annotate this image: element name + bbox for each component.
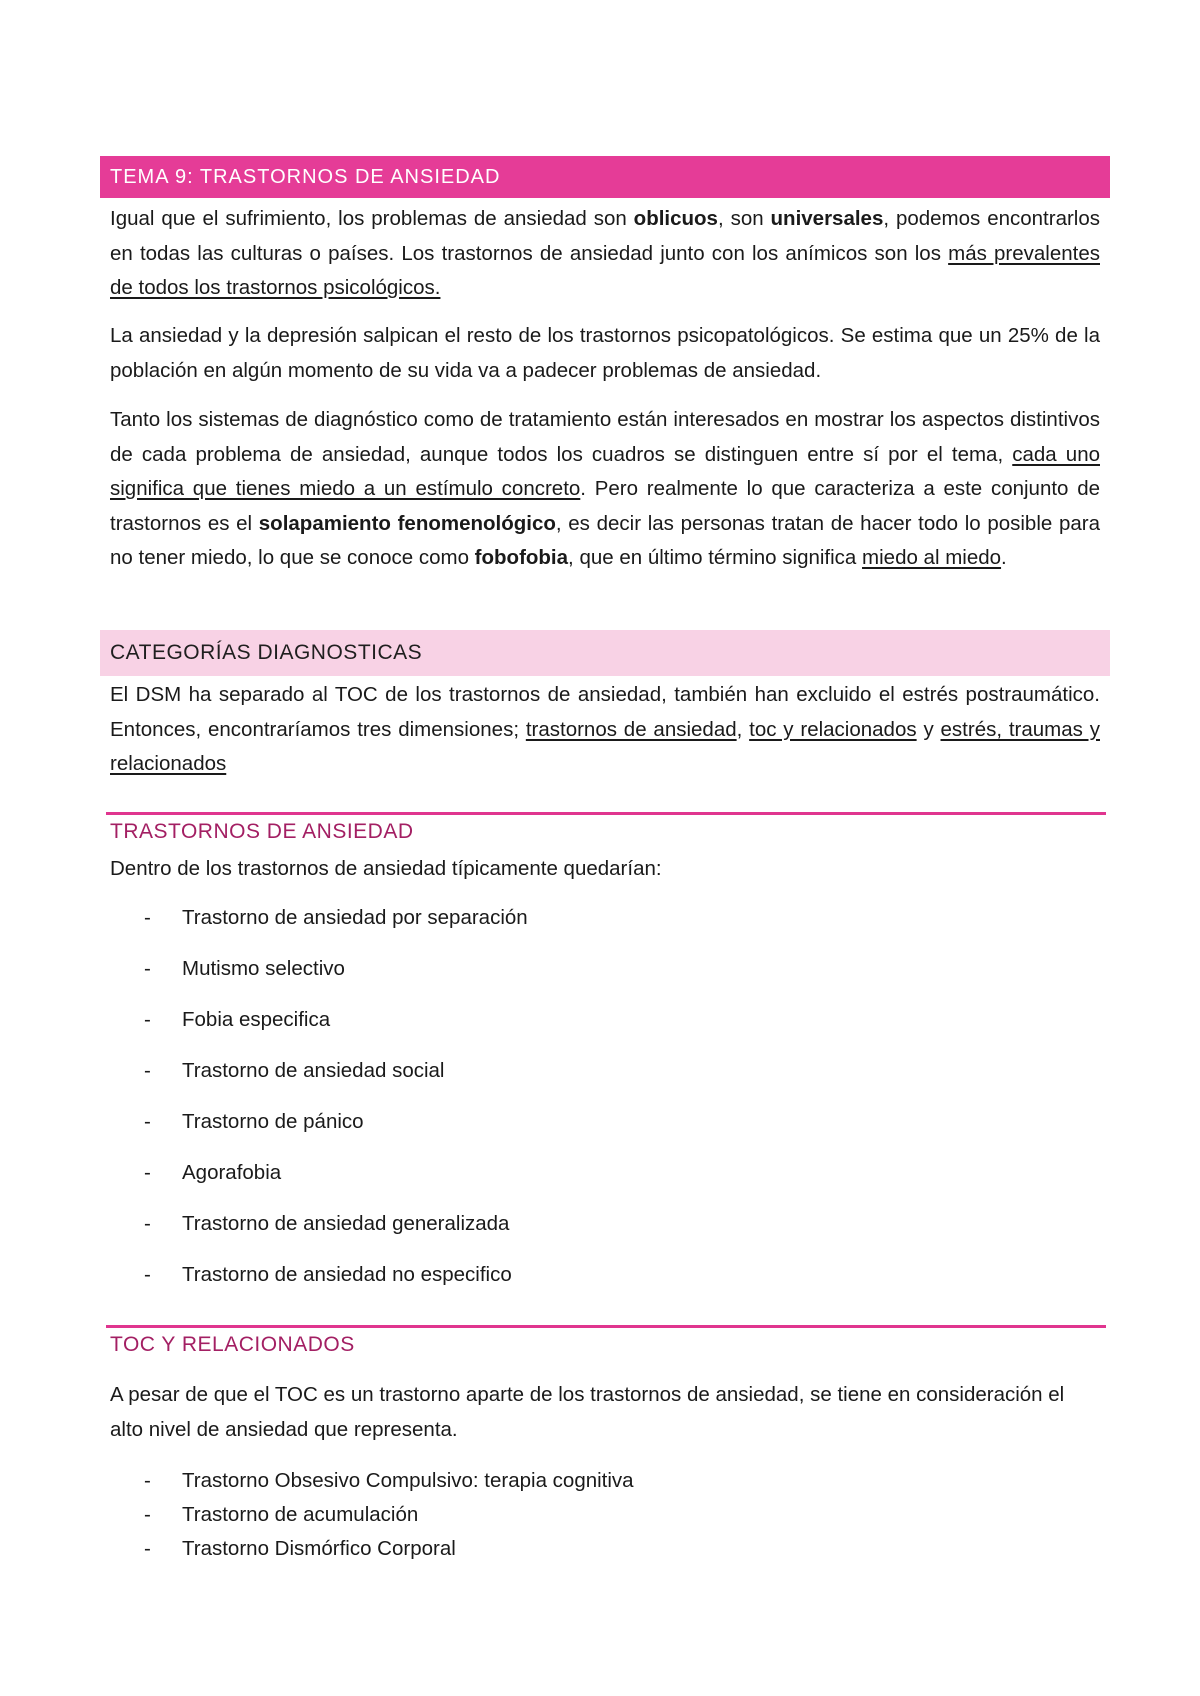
list-item: - Trastorno de ansiedad por separación: [144, 906, 528, 929]
ansiedad-heading: TRASTORNOS DE ANSIEDAD: [110, 820, 414, 843]
intro-paragraph-1: Igual que el sufrimiento, los problemas de ansiedad son oblicuos, son universales, podemos encontrarlos en todas las culturas o países. Los trastornos de ansiedad junto con los anímicos son los más prevalentes de todos los trastornos psicológicos.: [110, 207, 1101, 299]
list-item: - Trastorno de acumulación: [144, 1503, 419, 1526]
list-item: - Trastorno de ansiedad social: [144, 1059, 445, 1082]
intro-paragraph-3: Tanto los sistemas de diagnóstico como de tratamiento están interesados en mostrar los aspectos distintivos de cada problema de ansiedad, aunque todos los cuadros se distinguen entre sí por el tema, cada uno significa que tienes miedo a un estímulo concreto. Pero realmente lo que caracteriza a este conjunto de trastornos es el solapamiento fenomenológico, es decir las personas tratan de hacer todo lo posible para no tener miedo, lo que se conoce como fobofobia, que en último término significa miedo al miedo.: [110, 408, 1100, 569]
main-heading: TEMA 9: TRASTORNOS DE ANSIEDAD: [100, 156, 1110, 198]
categorias-paragraph: El DSM ha separado al TOC de los trastornos de ansiedad, también han excluido el estrés postraumático. Entonces, encontraríamos tres dimensiones; trastornos de ansiedad, toc y relacionados y estrés, traumas y relacionados: [110, 683, 1100, 775]
ansiedad-intro: Dentro de los trastornos de ansiedad típicamente quedarían:: [110, 857, 662, 880]
categorias-heading: CATEGORÍAS DIAGNOSTICAS: [100, 630, 1110, 676]
list-item: - Trastorno de ansiedad generalizada: [144, 1212, 510, 1235]
ansiedad-list: [110, 906, 528, 1314]
list-item: - Agorafobia: [144, 1161, 282, 1184]
list-item: - Trastorno Obsesivo Compulsivo: terapia cognitiva: [144, 1469, 634, 1492]
toc-heading: TOC Y RELACIONADOS: [110, 1333, 355, 1356]
list-item: - Trastorno Dismórfico Corporal: [144, 1537, 456, 1560]
list-item: - Trastorno de ansiedad no especifico: [144, 1263, 512, 1286]
section-divider: [106, 1325, 1106, 1328]
toc-intro: A pesar de que el TOC es un trastorno aparte de los trastornos de ansiedad, se tiene en consideración el alto nivel de ansiedad que representa.: [110, 1383, 1065, 1441]
list-item: - Trastorno de pánico: [144, 1110, 364, 1133]
section-divider: [106, 812, 1106, 815]
toc-list: [110, 1469, 634, 1571]
list-item: - Fobia especifica: [144, 1008, 331, 1031]
intro-paragraph-2: La ansiedad y la depresión salpican el resto de los trastornos psicopatológicos. Se estima que un 25% de la población en algún momento de su vida va a padecer problemas de ansiedad.: [110, 324, 1100, 382]
list-item: - Mutismo selectivo: [144, 957, 345, 980]
